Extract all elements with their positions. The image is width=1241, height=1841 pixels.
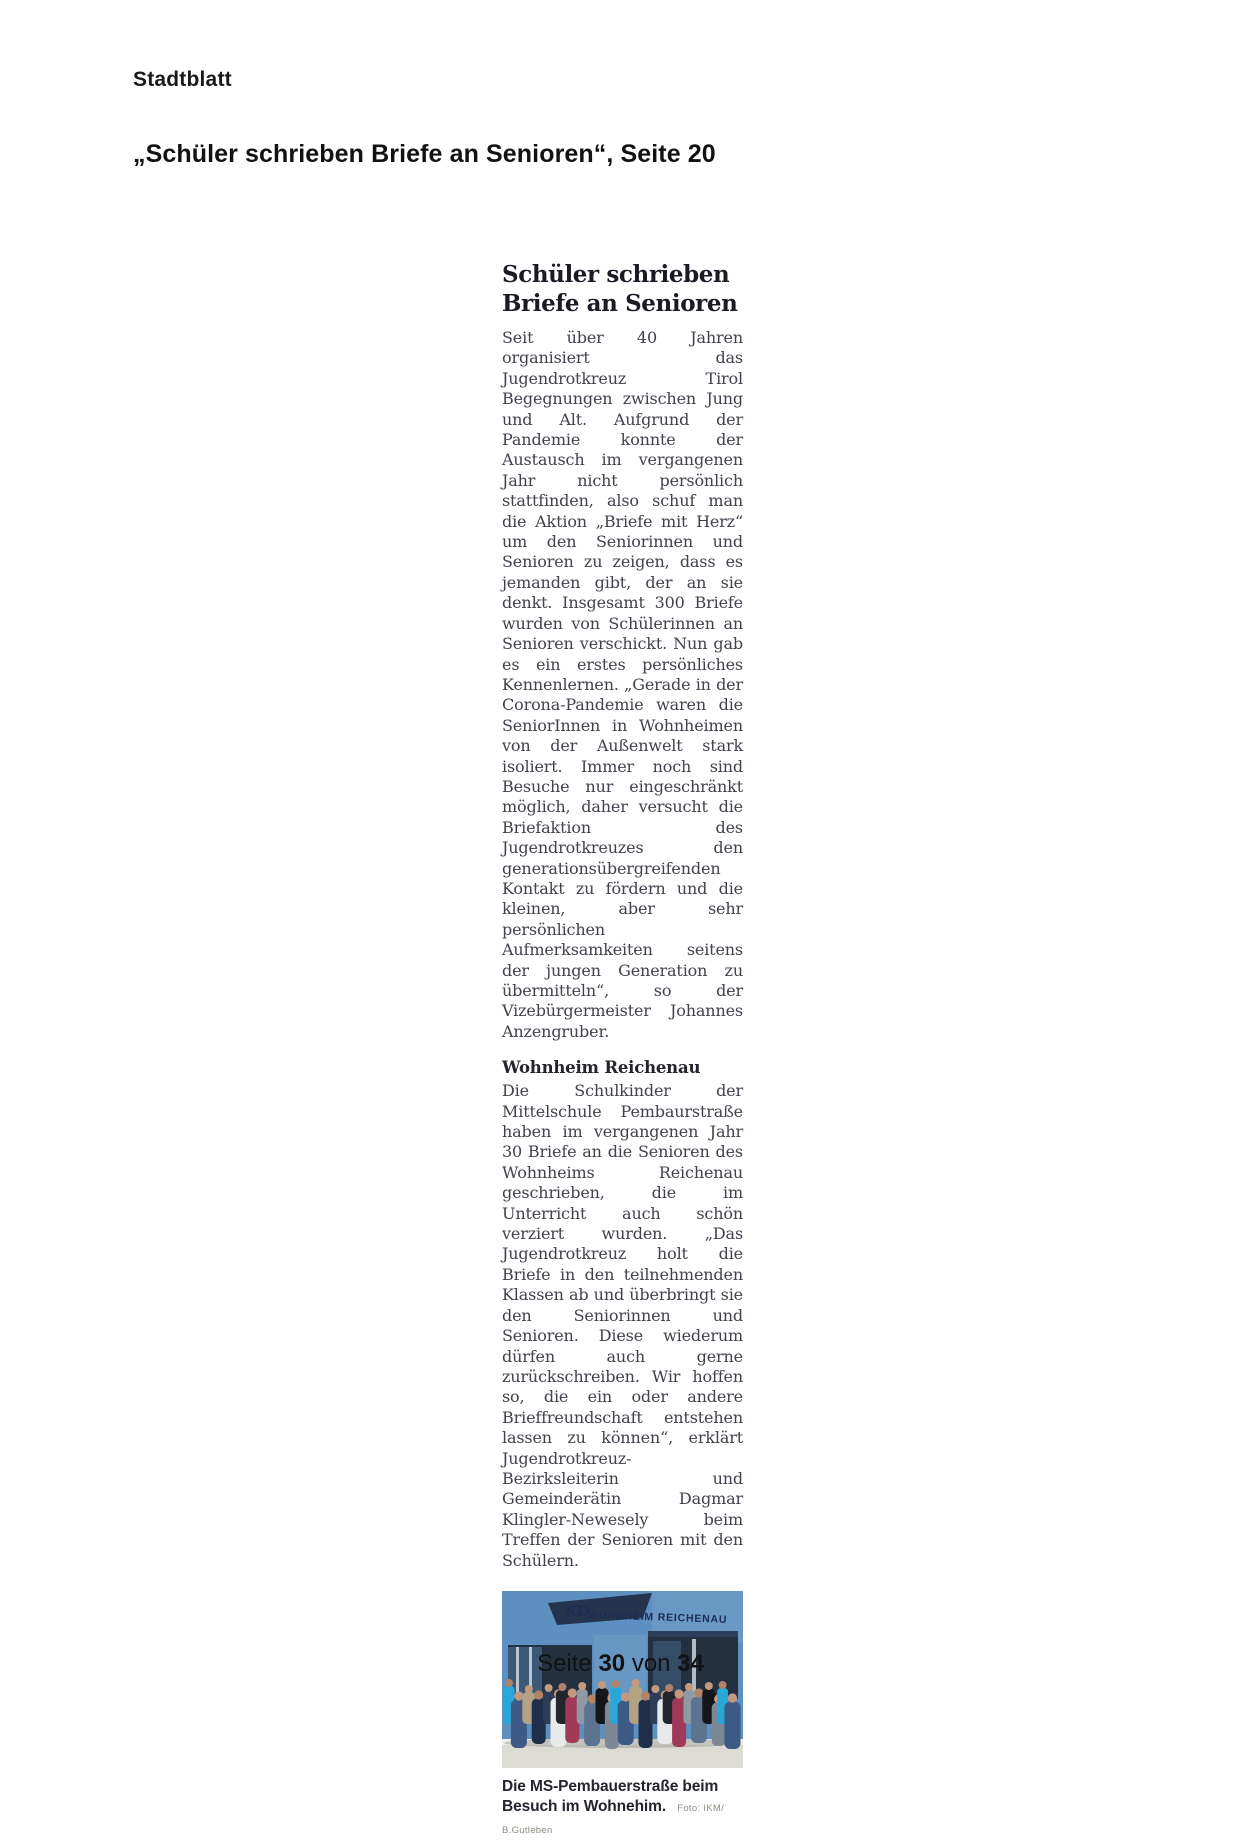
footer-total-pages: 34: [677, 1650, 704, 1677]
photo-caption-text: Die MS-Pembauerstraße beim Besuch im Wohnehim.: [502, 1777, 719, 1815]
footer-page-number: 30: [598, 1650, 626, 1677]
document-brand: Stadtblatt: [133, 68, 232, 91]
document-heading: „Schüler schrieben Briefe an Senioren“, Seite 20: [133, 140, 716, 168]
footer-of-label: von: [631, 1650, 671, 1677]
photo-sign-text: WOHNHEIM REICHENAU: [587, 1608, 728, 1626]
article-paragraph-2: Die Schulkinder der Mittelschule Pembaurstraße haben im vergangenen Jahr 30 Briefe an die Senioren des Wohnheims Reichenau geschrieben, die im Unterricht auch schön verziert wurden. „Das Jugendrotkreuz holt die Briefe in den teilnehmenden Klassen ab und überbringt sie den Seniorinnen und Senioren. Diese wiederum dürfen auch gerne zurückschreiben. Wir hoffen so, die ein oder andere Brieffreundschaft entstehen lassen zu können“, erklärt Jugendrotkreuz-Bezirksleiterin und Gemeinderätin Dagmar Klingler-Newesely beim Treffen der Senioren mit den Schülern.: [502, 1081, 743, 1570]
article-paragraph-1: Seit über 40 Jahren organisiert das Jugendrotkreuz Tirol Begegnungen zwischen Jung und Alt. Aufgrund der Pandemie konnte der Austausch im vergangenen Jahr nicht persönlich stattfinden, also schuf man die Aktion „Briefe mit Herz“ um den Seniorinnen und Senioren zu zeigen, dass es jemanden gibt, der an sie denkt. Insgesamt 300 Briefe wurden von Schülerinnen an Senioren verschickt. Nun gab es ein erstes persönliches Kennenlernen. „Gerade in der Corona-Pandemie waren die SeniorInnen in Wohnheimen von der Außenwelt stark isoliert. Immer noch sind Besuche nur eingeschränkt möglich, daher versucht die Briefaktion des Jugendrotkreuzes den generationsübergreifenden Kontakt zu fördern und die kleinen, aber sehr persönlichen Aufmerksamkeiten seitens der jungen Generation zu übermitteln“, so der Vizebürgermeister Johannes Anzengruber.: [502, 328, 743, 1041]
article-subheading: Wohnheim Reichenau: [502, 1058, 701, 1078]
photo-credit: Foto: IKM/ B.Gutleben: [502, 1802, 725, 1836]
footer-page-label: Seite: [537, 1650, 592, 1677]
photo-sign-logo: KD: [565, 1603, 590, 1620]
article-figure: [502, 1591, 743, 1841]
article-title: Schüler schrieben Briefe an Senioren: [502, 261, 738, 317]
newspaper-article: [502, 260, 743, 1841]
photo-caption: [502, 1777, 743, 1841]
article-photo: [502, 1591, 743, 1768]
page-footer: [0, 1650, 1241, 1678]
